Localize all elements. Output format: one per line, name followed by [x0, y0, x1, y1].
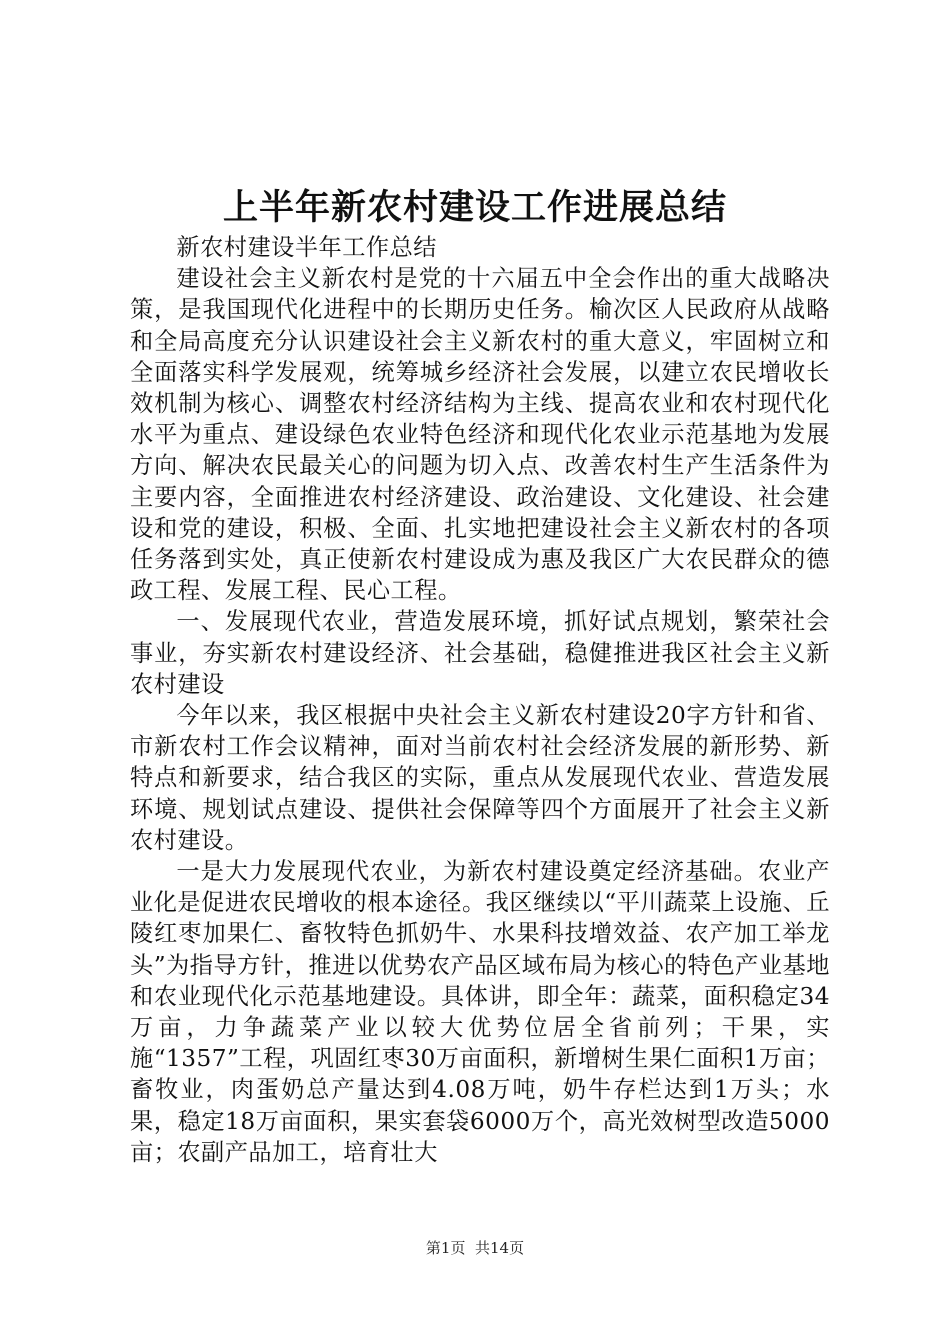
page-total: 共14页: [475, 1239, 525, 1257]
page-footer: [0, 1238, 950, 1258]
page-number: 第1页: [425, 1239, 466, 1257]
document-body: [130, 232, 830, 1168]
section-heading-paragraph: 一、发展现代农业，营造发展环境，抓好试点规划，繁荣社会事业，夯实新农村建设经济、社会基础，稳健推进我区社会主义新农村建设: [130, 608, 830, 698]
document-title: 上半年新农村建设工作进展总结: [222, 187, 727, 228]
body-paragraph: 一是大力发展现代农业，为新农村建设奠定经济基础。农业产业化是促进农民增收的根本途径。我区继续以“平川蔬菜上设施、丘陵红枣加果仁、畜牧特色抓奶牛、水果科技增效益、农产加工举龙头”为指导方针，推进以优势农产品区域布局为核心的特色产业基地和农业现代化示范基地建设。具体讲，即全年：蔬菜，面积稳定34万亩，力争蔬菜产业以较大优势位居全省前列；干果，实施“1357”工程，巩固红枣30万亩面积，新增树生果仁面积1万亩；畜牧业，肉蛋奶总产量达到4.08万吨，奶牛存栏达到1万头；水果，稳定18万亩面积，果实套袋6000万个，高光效树型改造5000亩；农副产品加工，培育壮大: [130, 858, 830, 1166]
body-paragraph: 今年以来，我区根据中央社会主义新农村建设20字方针和省、市新农村工作会议精神，面对当前农村社会经济发展的新形势、新特点和新要求，结合我区的实际，重点从发展现代农业、营造发展环境、规划试点建设、提供社会保障等四个方面展开了社会主义新农村建设。: [130, 702, 830, 854]
body-paragraph: 建设社会主义新农村是党的十六届五中全会作出的重大战略决策，是我国现代化进程中的长期历史任务。榆次区人民政府从战略和全局高度充分认识建设社会主义新农村的重大意义，牢固树立和全面落实科学发展观，统筹城乡经济社会发展，以建立农民增收长效机制为核心、调整农村经济结构为主线、提高农业和农村现代化水平为重点、建设绿色农业特色经济和现代化农业示范基地为发展方向、解决农民最关心的问题为切入点、改善农村生产生活条件为主要内容，全面推进农村经济建设、政治建设、文化建设、社会建设和党的建设，积极、全面、扎实地把建设社会主义新农村的各项任务落到实处，真正使新农村建设成为惠及我区广大农民群众的德政工程、发展工程、民心工程。: [130, 265, 830, 605]
subtitle-paragraph: 新农村建设半年工作总结: [176, 234, 437, 261]
